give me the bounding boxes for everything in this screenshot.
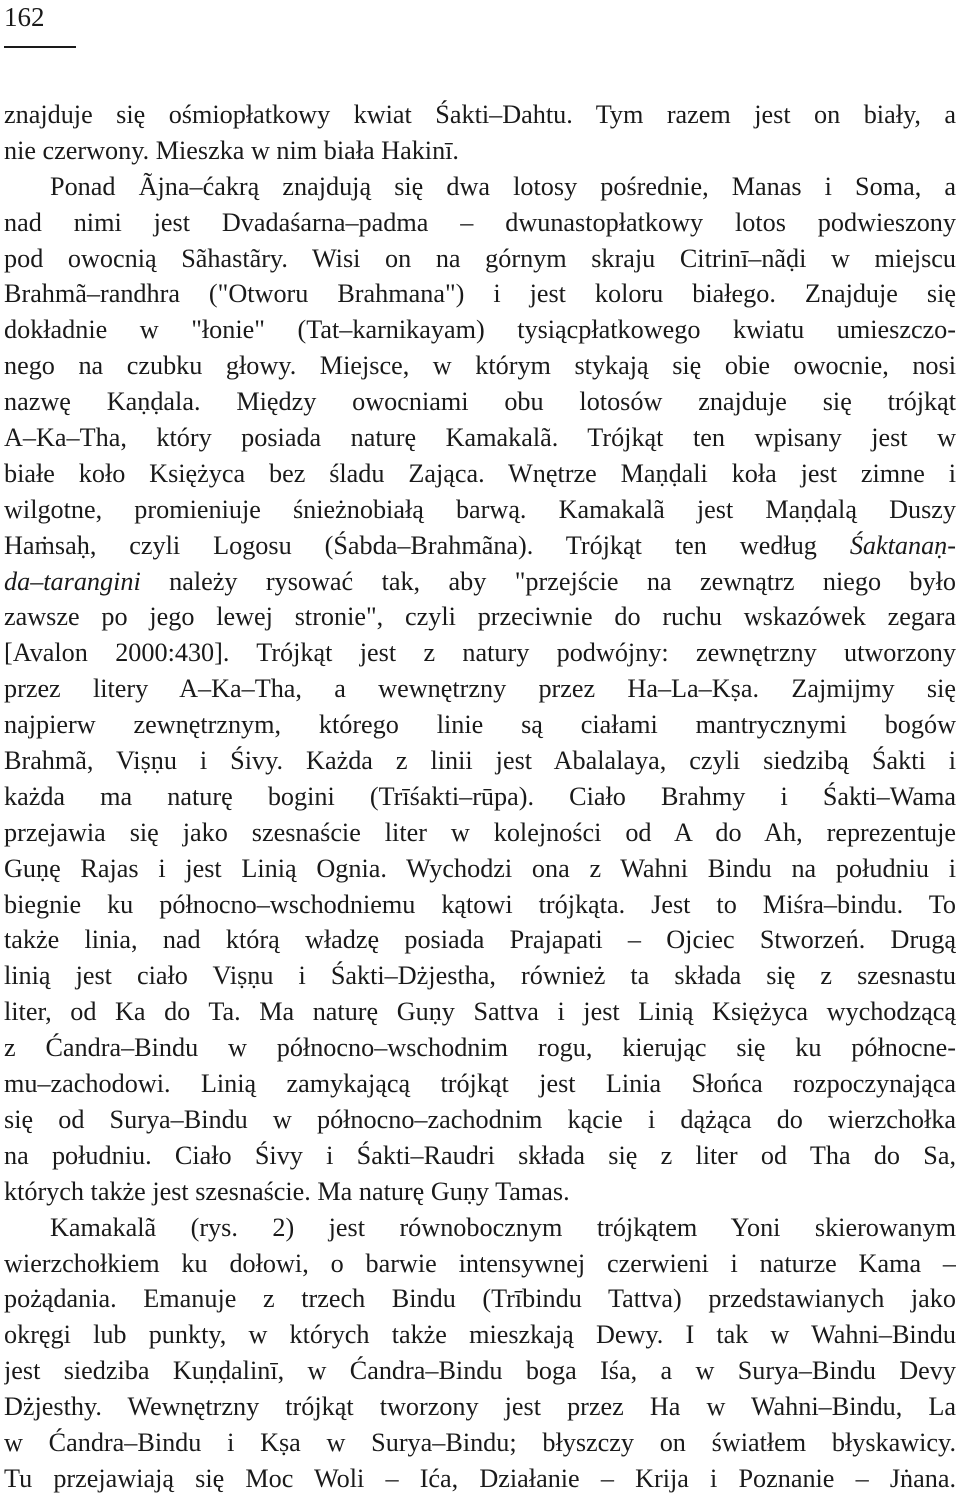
text-line: Dżjesthy. Wewnętrzny trójkąt tworzony jest przez Ha w Wahni–Bindu, La bbox=[4, 1392, 956, 1422]
text-line: biegnie ku północno–wschodniemu kątowi trójkąta. Jest to Miśra–bindu. To bbox=[4, 889, 956, 919]
text-line: Ponad Ãjna–ćakrą znajdują się dwa lotosy pośrednie, Manas i Soma, a bbox=[50, 171, 956, 201]
text-line: także linia, nad którą władzę posiada Prajapati – Ojciec Stworzeń. Drugą bbox=[4, 925, 956, 955]
text-line: przez litery A–Ka–Tha, a wewnętrzny przez Ha–La–Kṣa. Zajmijmy się bbox=[4, 674, 956, 704]
text-line: przejawia się jako szesnaście liter w kolejności od A do Ah, reprezentuje bbox=[4, 817, 956, 847]
text-line: pożądania. Emanuje z trzech Bindu (Trībindu Tattva) przedstawianych jako bbox=[4, 1284, 956, 1314]
text-line: nazwę Kaṇḍala. Między owocniami obu lotosów znajduje się trójkąt bbox=[4, 387, 956, 417]
text-line: białe koło Księżyca bez śladu Zająca. Wnętrze Maṇḍali koła jest zimne i bbox=[4, 458, 956, 488]
text-line: się od Surya–Bindu w północno–zachodnim kącie i dążąca do wierzchołka bbox=[4, 1104, 956, 1134]
text-line: Kamakalã (rys. 2) jest równobocznym trójkątem Yoni skierowanym bbox=[50, 1212, 956, 1242]
body-text bbox=[4, 97, 956, 1497]
text-line: jest siedziba Kuṇḍalinī, w Ćandra–Bindu boga Iśa, a w Surya–Bindu Devy bbox=[4, 1356, 956, 1386]
text-line-with-italic bbox=[4, 564, 956, 600]
italic-title: Śaktanaṇ- bbox=[849, 530, 956, 560]
text-line: dokładnie w "łonie" (Tat–karnikayam) tysiącpłatkowego kwiatu umieszczo- bbox=[4, 315, 956, 345]
text-line: wierzchołkiem ku dołowi, o barwie intensywnej czerwieni i naturze Kama – bbox=[4, 1248, 956, 1278]
text-line: [Avalon 2000:430]. Trójkąt jest z natury podwójny: zewnętrzny utworzony bbox=[4, 638, 956, 668]
text-line: liter, od Ka do Ta. Ma naturę Guṇy Sattva i jest Linią Księżyca wychodzącą bbox=[4, 997, 956, 1027]
text-line: nie czerwony. Mieszka w nim biała Hakinī. bbox=[4, 135, 459, 165]
text-segment: Haṁsaḥ, czyli Logosu (Śabda–Brahmãna). Trójkąt ten według bbox=[4, 530, 850, 560]
text-line: na południu. Ciało Śivy i Śakti–Raudri składa się z liter od Tha do Sa, bbox=[4, 1140, 956, 1170]
page-number: 162 bbox=[4, 2, 45, 32]
text-line: nad nimi jest Dvadaśarna–padma – dwunastopłatkowy lotos podwieszony bbox=[4, 207, 956, 237]
text-line: w Ćandra–Bindu i Kṣa w Surya–Bindu; błyszczy on światłem błyskawicy. bbox=[4, 1427, 956, 1457]
text-line: Brahmã, Viṣṇu i Śivy. Każda z linii jest Abalalaya, czyli siedzibą Śakti i bbox=[4, 746, 956, 776]
text-line: mu–zachodowi. Linią zamykającą trójkąt jest Linia Słońca rozpoczynająca bbox=[4, 1069, 956, 1099]
text-line: A–Ka–Tha, który posiada naturę Kamakalã. Trójkąt ten wpisany jest w bbox=[4, 423, 956, 453]
text-line-with-italic bbox=[4, 528, 956, 564]
text-line: okręgi lub punkty, w których także mieszkają Dewy. I tak w Wahni–Bindu bbox=[4, 1320, 956, 1350]
header-rule bbox=[4, 46, 76, 48]
text-line: zawsze po jego lewej stronie", czyli przeciwnie do ruchu wskazówek zegara bbox=[4, 602, 956, 632]
text-line: Tu przejawiają się Moc Woli – Ića, Działanie – Krija i Poznanie – Jṅana. bbox=[4, 1463, 956, 1493]
text-line: najpierw zewnętrznym, którego linie są ciałami mantrycznymi bogów bbox=[4, 710, 956, 740]
text-line: pod owocnią Sãhastãry. Wisi on na górnym skraju Citrinī–nãḍi w miejscu bbox=[4, 243, 956, 273]
italic-title: da–tarangini bbox=[4, 566, 141, 596]
text-line: z Ćandra–Bindu w północno–wschodnim rogu, kierując się ku północne- bbox=[4, 1033, 956, 1063]
text-line: Brahmã–randhra ("Otworu Brahmana") i jest koloru białego. Znajduje się bbox=[4, 279, 956, 309]
text-line: Guṇę Rajas i jest Linią Ognia. Wychodzi ona z Wahni Bindu na południu i bbox=[4, 853, 956, 883]
text-line: znajduje się ośmiopłatkowy kwiat Śakti–Dahtu. Tym razem jest on biały, a bbox=[4, 100, 956, 129]
text-line: wilgotne, promieniuje śnieżnobiałą barwą. Kamakalã jest Maṇḍalą Duszy bbox=[4, 494, 956, 524]
text-line: linią jest ciało Viṣṇu i Śakti–Dżjestha, również ta składa się z szesnastu bbox=[4, 961, 956, 991]
text-line: nego na czubku głowy. Miejsce, w którym stykają się obie owocnie, nosi bbox=[4, 351, 956, 381]
text-segment: należy rysować tak, aby "przejście na zewnątrz niego było bbox=[140, 566, 956, 596]
text-line: każda ma naturę bogini (Trīśakti–rūpa). Ciało Brahmy i Śakti–Wama bbox=[4, 781, 956, 811]
text-line: których także jest szesnaście. Ma naturę Guṇy Tamas. bbox=[4, 1176, 570, 1206]
